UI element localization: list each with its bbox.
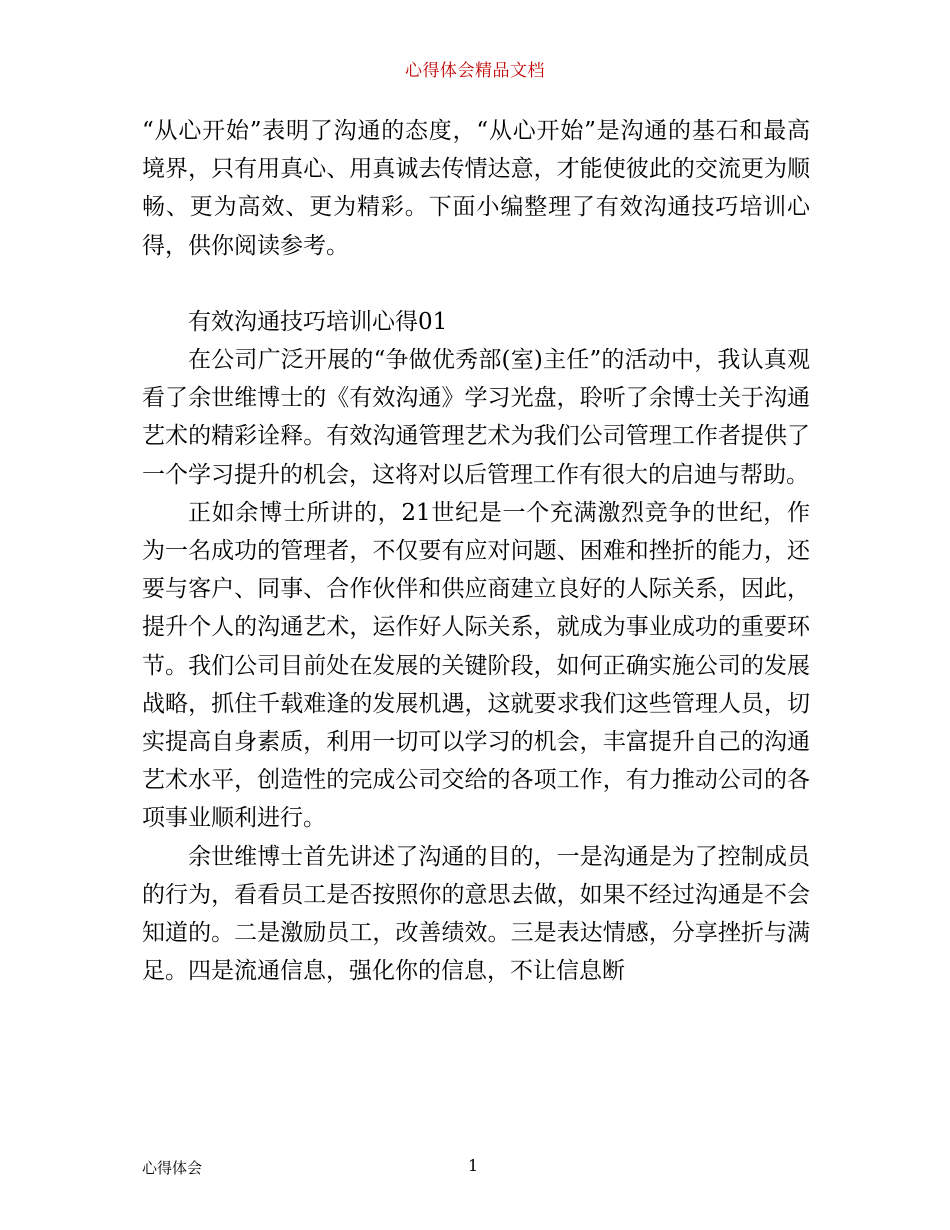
section-heading: 有效沟通技巧培训心得01 (188, 308, 448, 335)
document-header-title: 心得体会精品文档 (405, 61, 545, 81)
body-paragraph-1: 在公司广泛开展的“争做优秀部(室)主任”的活动中，我认真观看了余世维博士的《有效沟通》学习光盘，聆听了余博士关于沟通艺术的精彩诠释。有效沟通管理艺术为我们公司管理工作者提供了一个学习提升的机会，这将对以后管理工作有很大的启迪与帮助。 (142, 347, 810, 488)
document-body (142, 112, 810, 990)
paragraph-spacer (142, 265, 810, 303)
footer-label: 心得体会 (142, 1159, 203, 1177)
intro-paragraph: “从心开始”表明了沟通的态度，“从心开始”是沟通的基石和最高境界，只有用真心、用真诚去传情达意，才能使彼此的交流更为顺畅、更为高效、更为精彩。下面小编整理了有效沟通技巧培训心得，供你阅读参考。 (142, 118, 810, 259)
body-paragraph-3: 余世维博士首先讲述了沟通的目的，一是沟通是为了控制成员的行为，看看员工是否按照你的意思去做，如果不经过沟通是不会知道的。二是激励员工，改善绩效。三是表达情感，分享挫折与满足。四是流通信息，强化你的信息，不让信息断 (142, 843, 810, 985)
page-number: 1 (468, 1156, 479, 1175)
body-paragraph-2: 正如余博士所讲的，21世纪是一个充满激烈竞争的世纪，作为一名成功的管理者，不仅要有应对问题、困难和挫折的能力，还要与客户、同事、合作伙伴和供应商建立良好的人际关系，因此，提升个人的沟通艺术，运作好人际关系，就成为事业成功的重要环节。我们公司目前处在发展的关键阶段，如何正确实施公司的发展战略，抓住千载难逢的发展机遇，这就要求我们这些管理人员，切实提高自身素质，利用一切可以学习的机会，丰富提升自己的沟通艺术水平，创造性的完成公司交给的各项工作，有力推动公司的各项事业顺利进行。 (142, 499, 810, 832)
